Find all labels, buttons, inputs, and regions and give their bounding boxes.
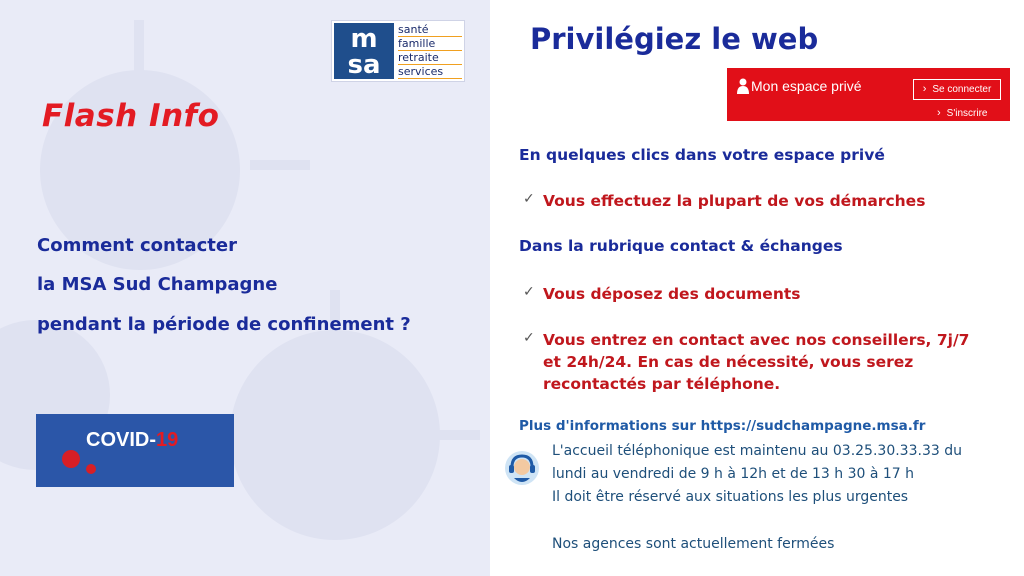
list-item-text: Vous effectuez la plupart de vos démarches [543,192,926,210]
covid-badge [36,414,234,487]
info-line: Il doit être réservé aux situations les plus urgentes [552,489,909,505]
list-item-text: Vous entrez en contact avec nos conseillers, 7j/7 [543,331,970,349]
register-label: S'inscrire [946,108,988,119]
msa-logo-tagline [398,23,462,79]
list-item-text: et 24h/24. En cas de nécessité, vous serez [543,353,914,371]
user-icon [737,78,749,94]
login-button[interactable] [913,79,1001,100]
virus-spike [250,160,310,170]
question-line: la MSA Sud Champagne [37,274,278,295]
chevron-right-icon: › [937,107,941,119]
intro-line: En quelques clics dans votre espace privé [519,146,885,164]
virus-dot-icon [86,464,96,474]
virus-dot-icon [62,450,80,468]
question-line: Comment contacter [37,235,237,256]
more-info-link[interactable]: Plus d'informations sur https://sudchampagne.msa.fr [519,418,926,434]
list-item-text: recontactés par téléphone. [543,375,781,393]
question-line: pendant la période de confinement ? [37,314,411,335]
headset-icon [504,450,540,486]
logo-line: famille [398,37,462,51]
virus-spike [430,430,480,440]
covid-label [86,429,178,452]
private-space-label: Mon espace privé [751,78,862,94]
virus-illustration-icon [230,330,440,540]
section-line: Dans la rubrique contact & échanges [519,237,843,255]
list-item-text: Vous déposez des documents [543,285,801,303]
login-label: Se connecter [932,84,992,95]
info-line: Nos agences sont actuellement fermées [552,536,835,552]
check-icon: ✓ [523,191,535,207]
flash-info-title: Flash Info [42,98,220,134]
register-link[interactable] [937,107,987,119]
info-line: L'accueil téléphonique est maintenu au 03.25.30.33.33 du [552,443,962,459]
msa-logo-mark: m sa [334,23,394,79]
chevron-right-icon: › [922,83,927,95]
info-line: lundi au vendredi de 9 h à 12h et de 13 h 30 à 17 h [552,466,915,482]
logo-line: santé [398,23,462,37]
check-icon: ✓ [523,284,535,300]
private-space-banner [727,68,1010,121]
page-title: Privilégiez le web [530,22,819,56]
check-icon: ✓ [523,330,535,346]
logo-line: services [398,65,462,79]
covid-text: COVID- [86,429,156,451]
logo-line: retraite [398,51,462,65]
msa-logo [331,20,465,82]
virus-spike [134,20,144,80]
covid-number: 19 [156,429,179,451]
